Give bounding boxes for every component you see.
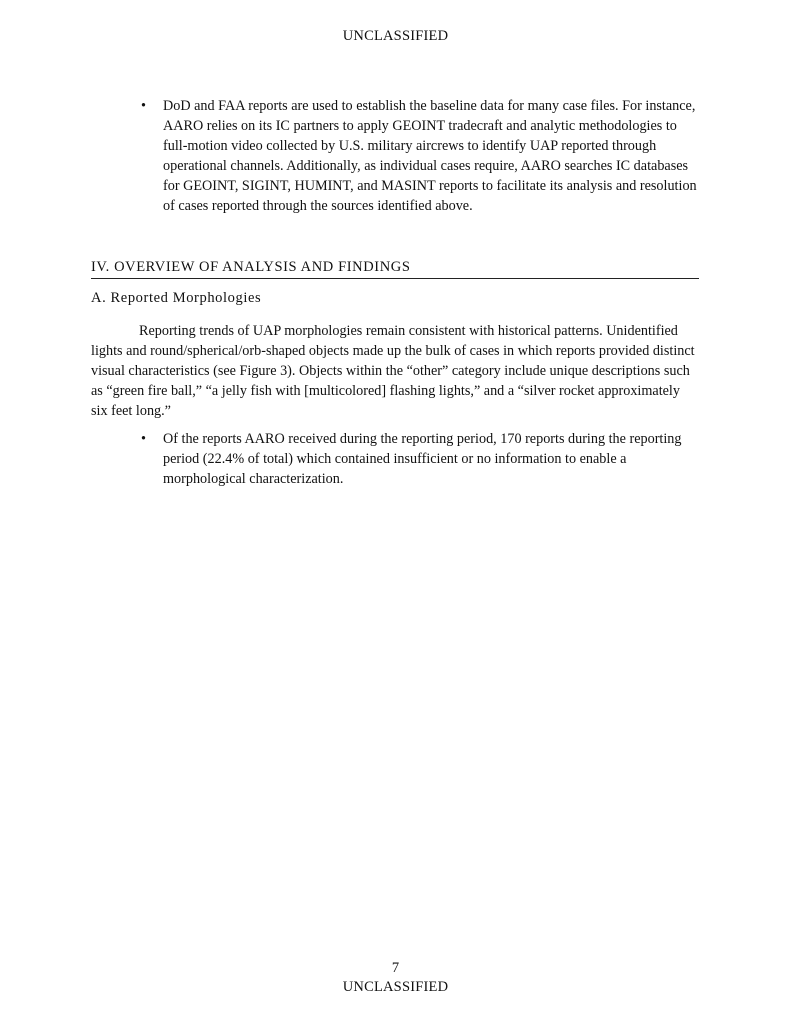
bullet-symbol: • xyxy=(141,431,146,447)
list-item-data-sources-bullet xyxy=(141,96,701,216)
section-heading-overview: IV. OVERVIEW OF ANALYSIS AND FINDINGS xyxy=(91,259,699,279)
footer-classification-marking: UNCLASSIFIED xyxy=(342,979,449,995)
header-classification-marking: UNCLASSIFIED xyxy=(342,28,449,44)
bullet-text: Of the reports AARO received during the reporting period, 170 reports during the reporting period (22.4% of total) which contained insufficient or no information to enable a morphological characterization. xyxy=(163,431,682,487)
page-number: 7 xyxy=(391,960,400,976)
body-paragraph-morphology-trends: Reporting trends of UAP morphologies remain consistent with historical patterns. Unidentified lights and round/spherical/orb-shaped objects made up the bulk of cases in which reports provided distinct visual characteristics (see Figure 3). Objects within the “other” category include unique descriptions such as “green fire ball,” “a jelly fish with [multicolored] flashing lights,” and a “silver rocket approximately six feet long.” xyxy=(91,323,695,419)
bullet-text: DoD and FAA reports are used to establish the baseline data for many case files. For instance, AARO relies on its IC partners to apply GEOINT tradecraft and analytic methodologies to full-motion video collected by U.S. military aircrews to identify UAP reported through operational channels. Additionally, as individual cases require, AARO searches IC databases for GEOINT, SIGINT, HUMINT, and MASINT reports to facilitate its analysis and resolution of cases reported through the sources identified above. xyxy=(163,98,697,214)
bullet-symbol: • xyxy=(141,98,146,114)
subsection-heading-morphologies: A. Reported Morphologies xyxy=(91,290,262,306)
list-item-insufficient-info-bullet xyxy=(141,429,686,489)
